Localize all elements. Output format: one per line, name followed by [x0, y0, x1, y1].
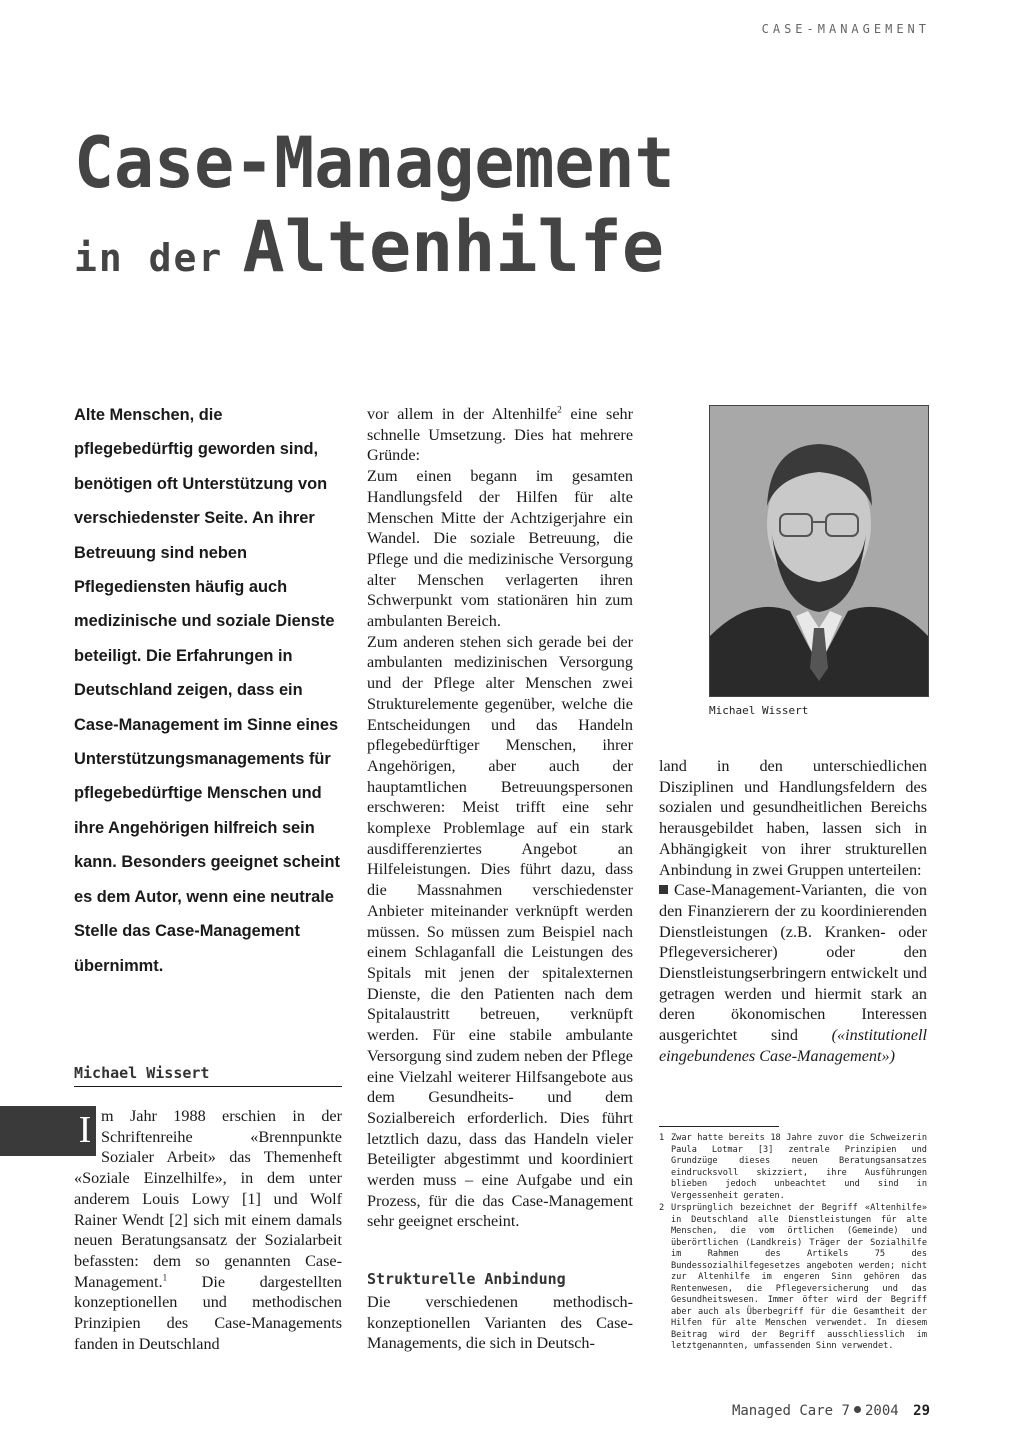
body-column-2 — [367, 404, 633, 1232]
issue-number: 7 — [841, 1403, 850, 1419]
footnote-text: Zwar hatte bereits 18 Jahre zuvor die Schweizerin Paula Lotmar [3] zentrale Prinzipien und Grundzüge dieses neuen Beratungsansatzes eindrucksvoll skizziert, ihre Ausführungen blieben jedoch unbeachtet und sind in Vergessenheit geraten. — [671, 1133, 927, 1201]
col2-p1a: vor allem in der Altenhilfe — [367, 405, 558, 423]
portrait-illustration — [710, 406, 928, 696]
footnote-2 — [659, 1203, 927, 1353]
col2-paragraph-4: Die verschiedenen methodisch-konzeptionellen Varianten des Case-Managements, die sich in Deutsch- — [367, 1293, 633, 1353]
title-line-2 — [74, 206, 954, 288]
col2-paragraph-3: Zum anderen stehen sich gerade bei der ambulanten medizinischen Versorgung und der Pflege alter Menschen zwei Strukturelemente gegenüber, welche die Entscheidungen und das Handeln pflegebedürftiger Menschen, ihrer Angehörigen, aber auch der hauptamtlichen Betreuungspersonen erschweren: Meist trifft eine sehr komplexe Problemlage auf ein stark ausdifferenziertes Angebot an Hilfeleistungen. Dies führt dazu, dass die Massnahmen verschiedenster Anbieter miteinander verknüpft werden müssen. So müssen zum Beispiel nach einem Schlaganfall die Leistungen des Spitals mit jenen der spitalexternen Dienste, die den Patienten nach dem Spitalaustritt betreuen, verknüpft werden. Für eine stabile ambulante Versorgung sind zudem neben der Pflege eine Vielzahl weiterer Hilfsangebote aus dem Gesundheits- und dem Sozialbereich erforderlich. Dies führt letztlich dazu, dass das Handeln vieler Beteiligter abgestimmt und koordiniert werden muss – eine Aufgabe und ein Prozess, für die das Case-Management sehr geeignet erscheint. — [367, 632, 633, 1231]
footnote-number: 2 — [659, 1203, 665, 1213]
col1-text-part2: Die dargestellten konzeptionellen und methodischen Prinzipien des Case-Managements fanden in Deutschland — [74, 1272, 342, 1353]
separator-dot-icon — [854, 1406, 861, 1413]
col3-bullet-item — [659, 880, 927, 1066]
author-portrait-photo — [709, 405, 929, 697]
col3-bullet-text: Case-Management-Varianten, die von den Finanzierern der zu koordinierenden Dienstleistungen (z.B. Kranken- oder Pflegeversicherer) oder den Dienstleistungserbringern entwickelt und getragen werden und hiermit stark an deren ökonomischen Interessen ausgerichtet sind — [659, 881, 927, 1045]
issue-year: 2004 — [864, 1403, 899, 1419]
footnote-text: Ursprünglich bezeichnet der Begriff «Altenhilfe» in Deutschland alle Dienstleistungen für alte Menschen, die vom örtlichen (Gemeinde) und überörtlichen (Landkreis) Träger der Sozialhilfe im Rahmen des Artikels 75 des Bundessozialhilfegesetzes angeboten werden; nicht zur Altenhilfe im engeren Sinn gehören das Rentenwesen, die Pflegeversicherung und das Gesundheitswesen. Immer öfter wird der Begriff aber auch als Überbegriff für die Gesamtheit der Hilfen für alte Menschen verwendet. In diesem Beitrag wird der Begriff ausschliesslich im letztgenannten, umfassenden Sinn verwendet. — [671, 1203, 927, 1351]
running-head: CASE-MANAGEMENT — [761, 22, 930, 36]
col3-bullet-italic: («institutionell eingebundenes Case-Management») — [659, 1026, 927, 1065]
footnote-rule — [659, 1126, 779, 1127]
title-line-2-big: Altenhilfe — [242, 206, 664, 288]
footnotes — [659, 1133, 927, 1354]
col3-paragraph-1: land in den unterschiedlichen Disziplinen und Handlungsfeldern des sozialen und gesundheitlichen Bereichs herausgebildet haben, lassen sich in Abhängigkeit von ihrer strukturellen Anbindung in zwei Gruppen unterteilen: — [659, 757, 927, 879]
article-title — [74, 122, 954, 288]
col2-paragraph-1 — [367, 404, 633, 466]
col2-paragraph-2: Zum einen begann im gesamten Handlungsfeld der Hilfen für alte Menschen Mitte der Achtzigerjahre ein Wandel. Die soziale Betreuung, die Pflege und die medizinische Versorgung alter Menschen verlagerten ihren Schwerpunkt vom stationären hin zum ambulanten Bereich. — [367, 467, 633, 631]
col1-text-part1: m Jahr 1988 erschien in der Schriftenreihe «Brennpunkte Sozialer Arbeit» das Themenheft «Soziale Einzelhilfe», in dem unter anderem Louis Lowy [1] und Wolf Rainer Wendt [2] sich mit einem damals neuen Beratungsansatz der Sozialarbeit befassten: dem so genannten Case-Management. — [74, 1107, 342, 1291]
footnote-ref-2: 2 — [557, 404, 562, 415]
lead-paragraph: Alte Menschen, die pflegebedürftig geworden sind, benötigen oft Unterstützung von verschiedenster Seite. An ihrer Betreuung sind neben Pflegediensten häufig auch medizinische und soziale Dienste beteiligt. Die Erfahrungen in Deutschland zeigen, dass ein Case-Management im Sinne eines Unterstützungsmanagements für pflegebedürftige Menschen und ihre Angehörigen hilfreich sein kann. Besonders geeignet scheint es dem Autor, wenn eine neutrale Stelle das Case-Management übernimmt. — [74, 406, 340, 975]
section-subheading: Strukturelle Anbindung — [367, 1270, 566, 1288]
footnote-number: 1 — [659, 1133, 665, 1143]
title-line-2-small: in der — [74, 236, 224, 280]
body-column-1 — [74, 1106, 342, 1354]
page-number: 29 — [913, 1403, 930, 1419]
col2-p1b: eine sehr schnelle Umsetzung. Dies hat mehrere Gründe: — [367, 405, 633, 465]
journal-name: Managed Care — [731, 1403, 834, 1419]
body-column-3 — [659, 756, 927, 1067]
drop-cap: I — [0, 1106, 96, 1156]
footnote-ref-1: 1 — [162, 1272, 168, 1283]
photo-caption: Michael Wissert — [709, 704, 809, 717]
square-bullet-icon — [659, 885, 668, 894]
author-signature: Michael Wissert — [74, 1064, 342, 1087]
page-footer — [732, 1403, 930, 1419]
title-line-1: Case-Management — [74, 122, 675, 204]
footnote-1 — [659, 1133, 927, 1202]
